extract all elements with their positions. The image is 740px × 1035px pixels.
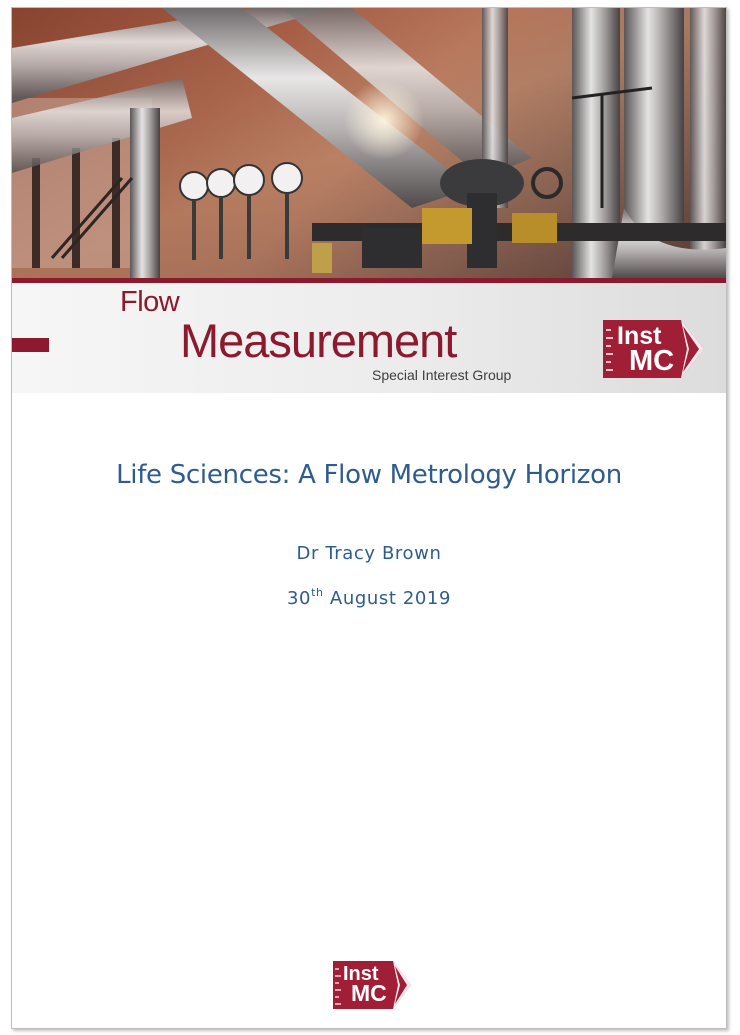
document-date xyxy=(12,588,726,609)
industrial-pipes-illustration xyxy=(12,8,726,278)
instmc-logo xyxy=(603,320,704,378)
date-ordinal-suffix: th xyxy=(311,586,324,599)
footer-instmc-logo xyxy=(333,961,411,1009)
brand-subtitle: Special Interest Group xyxy=(372,367,512,383)
logo-word-inst: Inst xyxy=(617,322,662,350)
brand-flow-text: Flow xyxy=(120,286,180,318)
banner-accent-tab xyxy=(12,338,49,352)
brand-banner xyxy=(12,283,726,393)
footer-logo-word-mc: MC xyxy=(351,980,387,1006)
logo-word-mc: MC xyxy=(629,345,675,377)
document-page xyxy=(11,7,727,1029)
date-month-year: August 2019 xyxy=(323,588,452,609)
document-author: Dr Tracy Brown xyxy=(296,543,442,564)
document-title: Life Sciences: A Flow Metrology Horizon xyxy=(116,460,622,490)
header-pipes-photo xyxy=(12,8,726,278)
footer-logo-word-inst: Inst xyxy=(343,963,379,985)
date-day: 30 xyxy=(286,588,312,609)
brand-measurement-text: Measurement xyxy=(180,314,457,367)
